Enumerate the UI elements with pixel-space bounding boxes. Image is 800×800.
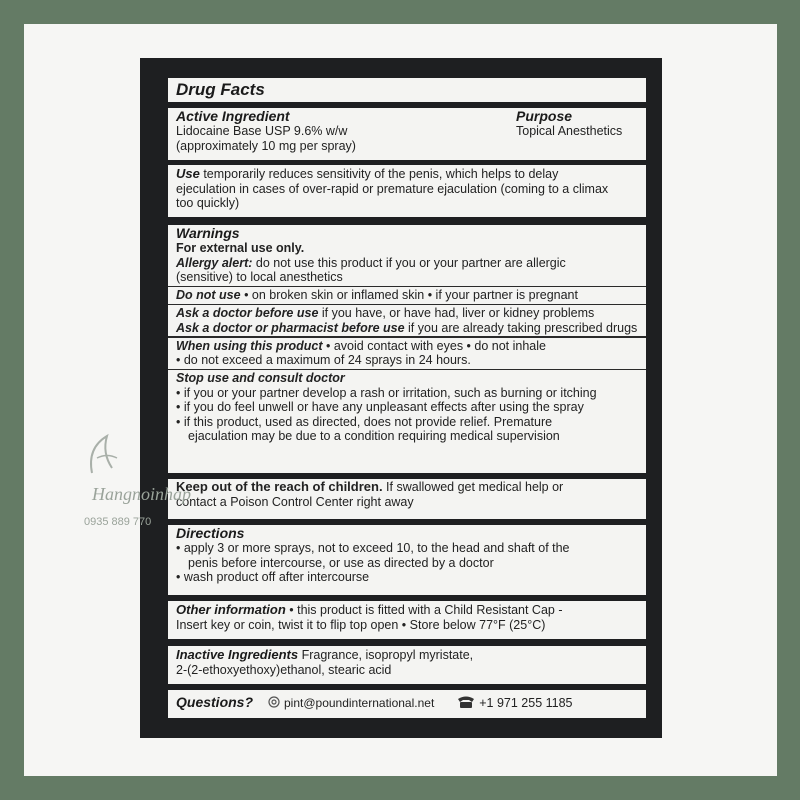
inactive-ingredients-text-1: Fragrance, isopropyl myristate, [298,648,474,662]
other-information-heading: Other information [176,602,286,617]
keep-out-text: If swallowed get medical help or [382,480,564,494]
inactive-ingredients-text-2: 2-(2-ethoxyethoxy)ethanol, stearic acid [176,662,392,677]
active-ingredient-heading: Active Ingredient [176,108,290,124]
purpose-heading: Purpose [516,108,573,124]
stop-use-text-4: ejaculation may be due to a condition requiring medical supervision [188,429,560,444]
ask-doctor-label: Ask a doctor before use [176,306,319,321]
keep-out-text-2: contact a Poison Control Center right away [176,494,414,509]
directions-heading: Directions [176,525,245,541]
drug-facts-title-section [168,78,646,102]
when-using-text-1: • avoid contact with eyes • do not inhale [322,338,546,353]
other-information-section [168,601,646,639]
stop-use-text-1: • if you or your partner develop a rash or irritation, such as burning or itching [176,385,597,400]
active-ingredient-line: Lidocaine Base USP 9.6% w/w [176,124,348,138]
email-icon [267,696,281,712]
use-text-3: too quickly) [176,196,240,210]
other-information-text-1: • this product is fitted with a Child Resistant Cap - [285,603,563,617]
allergy-text-1: do not use this product if you or your partner are allergic [252,255,566,270]
watermark-brand: Hangnoinhap [92,484,191,504]
stop-use-label: Stop use and consult doctor [176,371,345,386]
email-text: pint@poundinternational.net [283,696,435,711]
keep-out-label: Keep out of the reach of children. [176,479,383,494]
divider [168,369,646,371]
divider [168,304,646,306]
phone-text: +1 971 255 1185 [479,696,573,711]
divider [168,336,646,338]
use-text-2: ejeculation in cases of over-rapid or premature ejaculation (coming to a climax [176,181,609,196]
phone-icon [456,695,476,713]
ask-pharmacist-label: Ask a doctor or pharmacist before use [176,320,405,335]
keep-out-section [168,479,646,519]
use-section [168,165,646,217]
directions-section [168,525,646,595]
directions-text-2: penis before intercourse, or use as directed by a doctor [188,555,494,570]
ask-pharmacist-text: if you are already taking prescribed drugs [404,320,638,335]
ask-doctor-text: if you have, or have had, liver or kidney problems [318,306,595,321]
active-ingredient-amount: (approximately 10 mg per spray) [176,138,356,153]
questions-heading: Questions? [176,694,254,711]
active-ingredient-section [168,108,646,160]
other-information-text-2: Insert key or coin, twist it to flip top open • Store below 77°F (25°C) [176,617,546,632]
when-using-text-2: • do not exceed a maximum of 24 sprays in 24 hours. [176,353,471,368]
drug-facts-title: Drug Facts [176,80,265,99]
do-not-use-label: Do not use [176,288,241,303]
inactive-ingredients-section [168,646,646,684]
stop-use-text-2: • if you do feel unwell or have any unpleasant effects after using the spray [176,400,584,415]
use-text-1: temporarily reduces sensitivity of the penis, which helps to delay [199,167,559,181]
warnings-section [168,225,646,473]
watermark-logo [82,428,122,483]
warnings-heading: Warnings [176,225,240,241]
watermark-phone: 0935 889 770 [84,516,152,528]
external-use-text: For external use only. [176,241,305,255]
directions-text-1: • apply 3 or more sprays, not to exceed 10, to the head and shaft of the [176,541,570,555]
use-heading: Use [176,166,200,181]
allergy-alert-label: Allergy alert: [176,255,253,270]
when-using-label: When using this product [176,338,323,353]
do-not-use-text: • on broken skin or inflamed skin • if your partner is pregnant [240,288,578,303]
questions-section [168,690,646,718]
allergy-text-2: (sensitive) to local anesthetics [176,270,343,284]
stop-use-text-3: • if this product, used as directed, does not provide relief. Premature [176,414,553,429]
divider [168,286,646,288]
directions-text-3: • wash product off after intercourse [176,570,370,584]
purpose-text: Topical Anesthetics [516,124,623,138]
inactive-ingredients-heading: Inactive Ingredients [176,647,299,662]
